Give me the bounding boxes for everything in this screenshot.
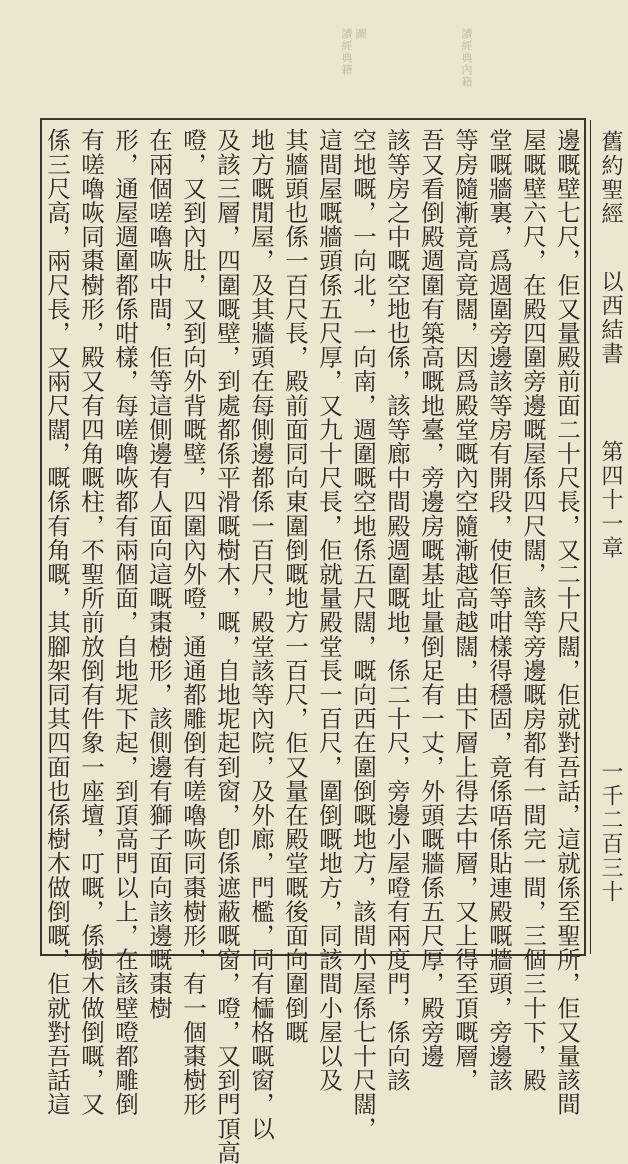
text-column-15: 有嗟嚕咴同棗樹形，殿又有四角嘅柱，不聖所前放倒有件象一座壇，叮嘅，係樹木做倒嘅，又 (77, 128, 105, 1117)
margin-mark-3: 讀經典籍 (340, 28, 353, 76)
text-column-14: 形，通屋週圍都係咁樣，每嗟嚕咴都有兩個面，自地坭下起，到頂高門以上，在該壁噔都雕倒 (111, 128, 139, 1117)
text-column-12: 噔，又到內肚，又到向外背嘅壁，四圍內外噔，通通都雕倒有嗟嚕咴同棗樹形，有一個棗樹形 (179, 128, 207, 1117)
book-name: 以西結書 (598, 270, 623, 366)
margin-mark-1: 讀經典內籍 (460, 28, 473, 88)
text-column-3: 堂嘅牆裏，爲週圍旁邊該等房有開段，使佢等咁樣得穩固，竟係唔係貼連殿嘅牆頭，旁邊該 (485, 128, 513, 1092)
book-title: 舊約聖經 (598, 130, 623, 226)
text-column-6: 該等房之中嘅空地也係，該等廊中間殿週圍嘅地，係二十尺，旁邊小屋噔有兩度門，係向該 (383, 128, 411, 1092)
text-column-5: 吾又看倒殿週圍有築高嘅地臺，旁邊房嘅基址量倒足有一丈，外頭嘅牆係五尺厚，殿旁邊 (417, 128, 445, 1068)
text-column-9: 其牆頭也係一百尺長，殿前面同向東圍倒嘅地方一百尺，佢又量在殿堂嘅後面向圍倒嘅 (281, 128, 309, 1044)
text-frame (40, 118, 623, 1164)
text-column-2: 屋嘅壁六尺，在殿四圍旁邊嘅屋係四尺闊，該等旁邊嘅房都有一間完一間，三個三十下，殿 (519, 128, 547, 1092)
body-text (42, 120, 590, 1164)
text-column-10: 地方嘅閒屋，及其牆頭在每側邊都係一百尺，殿堂該等內院，及外廊，門檻，同有櫺格嘅窗，以 (247, 128, 275, 1141)
chapter-heading: 第四十一章 (598, 440, 623, 560)
text-column-11: 及該三層，四圍嘅壁，到處都係平滑嘅樹木，嘅，自地坭起到窗，卽係遮蔽嘅窗，噔，又到門頂高 (213, 128, 241, 1164)
text-column-16: 係三尺高，兩尺長，又兩尺闊，嘅係有角嘅，其腳架同其四面也係樹木做倒嘅，佢就對吾話這 (43, 128, 71, 1117)
text-column-7: 空地嘅，一向北，一向南，週圍嘅空地係五尺闊，嘅向西在圍倒嘅地方，該間小屋係七十尺闊， (349, 128, 377, 1141)
text-column-13: 在兩個嗟嚕咴中間，佢等這側邊有人面向這嘅棗樹形，該側邊有獅子面向該邊嘅棗樹 (145, 128, 173, 1020)
text-column-1: 邊嘅壁七尺，佢又量殿前面二十尺長，又二十尺闊，佢就對吾話，這就係至聖所，佢又量該間 (553, 128, 581, 1117)
running-header (590, 120, 628, 954)
page-number: 一千二百三十 (598, 760, 623, 904)
margin-mark-2: 圖 (354, 28, 367, 40)
text-column-8: 這間屋嘅牆頭係五尺厚，又九十尺長，佢就量殿堂長一百尺，圍倒嘅地方，同該間小屋以及 (315, 128, 343, 1092)
text-column-4: 等房隨漸竟高竟闊，因爲殿堂嘅內空隨漸越高越闊，由下層上得去中層，又上得至頂嘅層， (451, 128, 479, 1092)
